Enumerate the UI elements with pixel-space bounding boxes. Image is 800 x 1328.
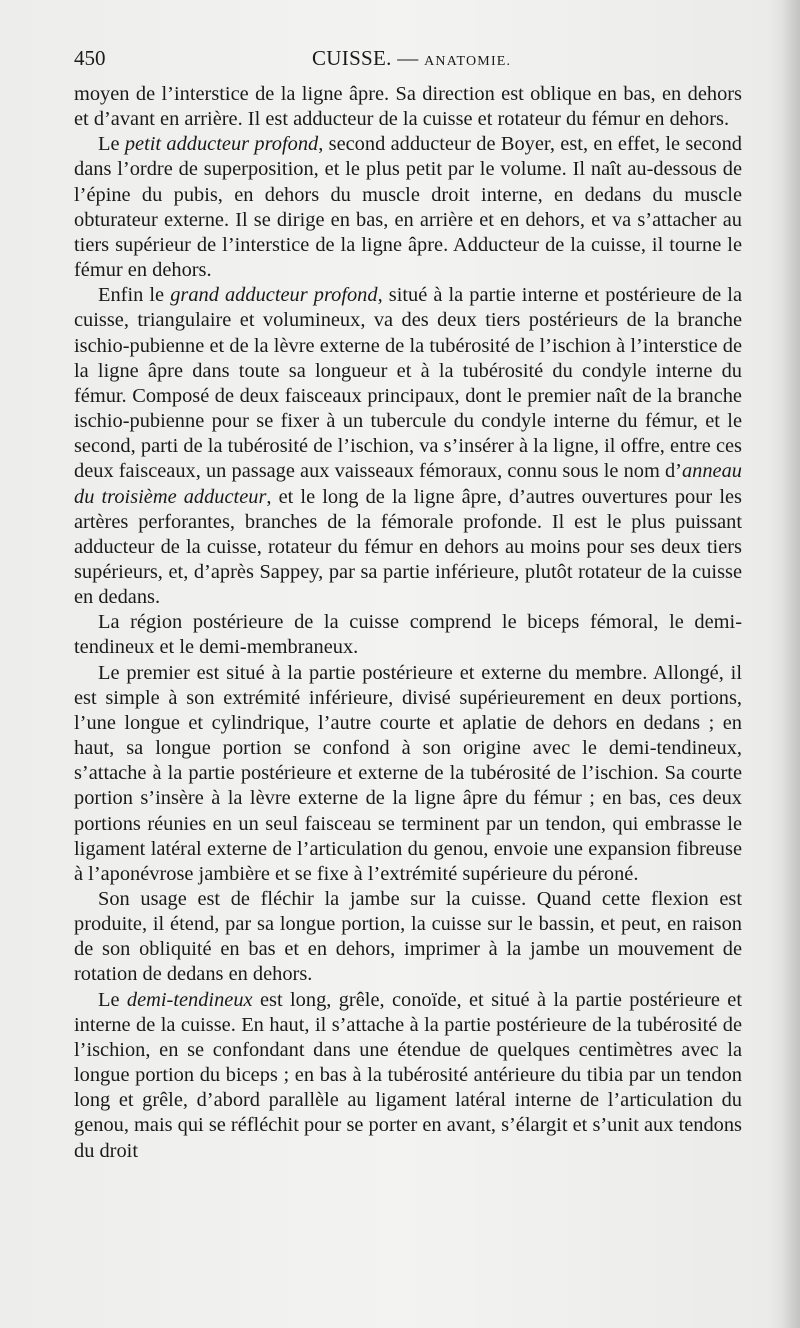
body-text	[74, 82, 742, 1164]
paragraph	[74, 82, 742, 132]
text-run: Le	[98, 133, 125, 156]
text-run: La région postérieure de la cuisse comprend le biceps fémoral, le demi-tendineux et le demi-membraneux.	[74, 611, 742, 659]
paragraph	[74, 610, 742, 660]
text-run: , second adducteur de Boyer, est, en effet, le second dans l’ordre de superposition, et le plus petit par le volume. Il naît au-dessous de l’épine du pubis, en dehors du muscle droit interne, en dedans du muscle obturateur externe. Il se dirige en bas, en arrière et en dehors, et va s’attacher au tiers supérieur de l’interstice de la ligne âpre. Adducteur de la cuisse, il tourne le fémur en dehors.	[74, 133, 742, 282]
text-run: est long, grêle, conoïde, et situé à la partie postérieure et interne de la cuisse. En haut, il s’attache à la partie postérieure de la tubérosité de l’ischion, en se confondant dans une étendue de quelques centimètres avec la longue portion du biceps ; en bas à la tubérosité antérieure du tibia par un tendon long et grêle, d’abord parallèle au ligament latéral interne de l’articulation du genou, mais qui se réfléchit pour se porter en avant, s’élargit et s’unit aux tendons du droit	[74, 988, 742, 1162]
paragraph	[74, 661, 742, 887]
header-subtitle: ANATOMIE.	[424, 54, 512, 69]
paragraph	[74, 283, 742, 610]
italic-term: demi-tendineux	[126, 988, 253, 1011]
page-number: 450	[74, 46, 106, 70]
paragraph	[74, 887, 742, 988]
text-run: Le premier est situé à la partie postérieure et externe du membre. Allongé, il est simple à son extrémité inférieure, divisé supérieurement en deux portions, l’une longue et cylindrique, l’autre courte et aplatie de dehors en dedans ; en haut, sa longue portion se confond à son origine avec le demi-tendineux, s’attache à la partie postérieure et externe de la tubérosité de l’ischion. Sa courte portion s’insère à la lèvre externe de la ligne âpre du fémur ; en bas, ces deux portions réunies en un seul faisceau se terminent par un tendon, qui embrasse le ligament latéral externe de l’articulation du genou, envoie une expansion fibreuse à l’aponévrose jambière et se fixe à l’extrémité supérieure du péroné.	[74, 661, 742, 885]
text-run: Enfin le	[98, 284, 171, 307]
header-dash: —	[391, 46, 425, 70]
text-run: Le	[98, 988, 127, 1011]
text-run: , et le long de la ligne âpre, d’autres ouvertures pour les artères perforantes, branches de la fémorale profonde. Il est le plus puissant adducteur de la cuisse, rotateur du fémur en dehors au moins pour ses deux tiers supérieurs, et, d’après Sappey, par sa partie inférieure, plutôt rotateur de la cuisse en dedans.	[74, 485, 742, 609]
italic-term: anneau du troisième adducteur	[74, 460, 742, 508]
italic-term: petit adducteur profond	[124, 133, 319, 156]
text-run: , situé à la partie interne et postérieure de la cuisse, triangulaire et volumineux, va des deux tiers postérieurs de la branche ischio-pubienne et de la lèvre externe de la tubérosité de l’ischion à l’interstice de la ligne âpre dans toute sa longueur et à la tubérosité du condyle interne du fémur. Composé de deux faisceaux principaux, dont le premier naît de la branche ischio-pubienne pour se fixer à un tubercule du condyle interne du fémur, et le second, parti de la tubérosité de l’ischion, va s’insérer à la ligne, il offre, entre ces deux faisceaux, un passage aux vaisseaux fémoraux, connu sous le nom d’	[74, 284, 742, 483]
paragraph	[74, 988, 742, 1164]
running-title	[312, 46, 511, 71]
text-run: moyen de l’interstice de la ligne âpre. Sa direction est oblique en bas, en dehors et d’avant en arrière. Il est adducteur de la cuisse et rotateur du fémur en dehors.	[74, 83, 742, 131]
running-header	[74, 46, 742, 78]
italic-term: grand adducteur profond	[170, 284, 378, 307]
text-run: Son usage est de fléchir la jambe sur la cuisse. Quand cette flexion est produite, il étend, par sa longue portion, la cuisse sur le bassin, et peut, en raison de son obliquité en bas et en dehors, imprimer à la jambe un mouvement de rotation de dedans en dehors.	[74, 888, 742, 986]
paragraph	[74, 132, 742, 283]
header-title: CUISSE.	[312, 46, 392, 70]
page-edge-shadow	[782, 0, 800, 1328]
